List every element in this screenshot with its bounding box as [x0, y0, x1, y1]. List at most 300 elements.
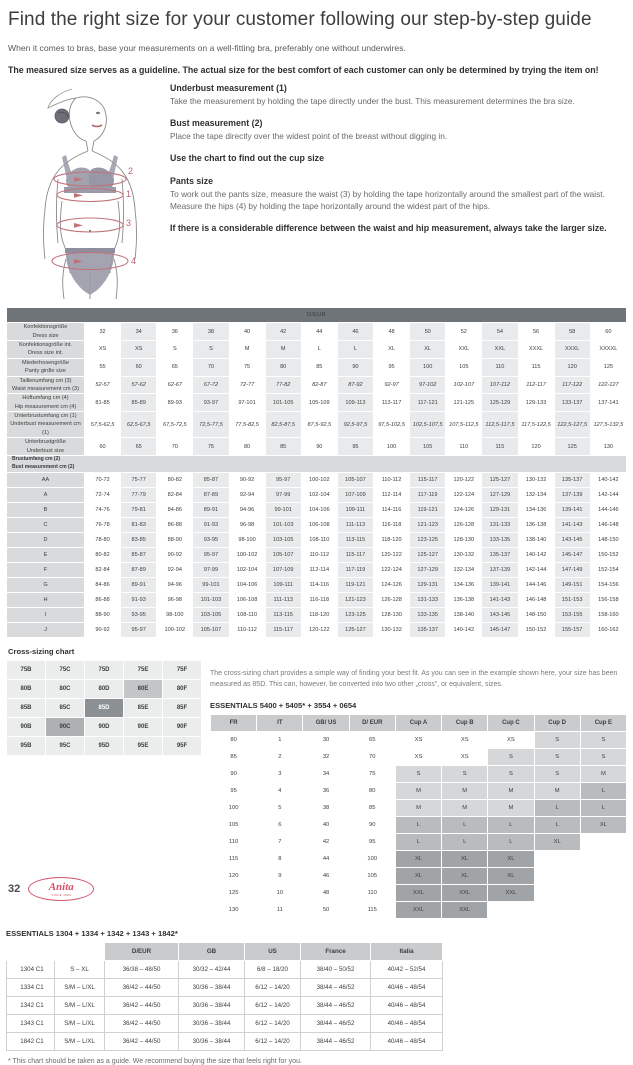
- table-cell: 112-114: [374, 488, 410, 503]
- cup-cell: L: [442, 816, 488, 833]
- cross-size-cell[interactable]: 90B: [7, 718, 46, 737]
- table-cell: 114-116: [374, 503, 410, 518]
- table-cell: 125-127: [482, 473, 518, 488]
- table-cell: 7: [257, 833, 303, 850]
- table-cell: 117-119: [410, 488, 446, 503]
- table-cell: 112-114: [301, 563, 337, 578]
- table-cell: S/M – L/XL: [55, 1032, 105, 1050]
- table-cell: 88-90: [157, 533, 193, 548]
- table-cell: 113-115: [265, 608, 301, 623]
- figure-label-2: 2: [128, 166, 134, 177]
- instruction-heading: Pants size: [170, 176, 214, 187]
- table-cell: 105-107: [193, 623, 229, 638]
- column-header: US: [245, 942, 301, 960]
- table-cell: L: [301, 340, 337, 358]
- table-cell: 115-117: [410, 473, 446, 488]
- cross-size-cell[interactable]: 75B: [7, 661, 46, 680]
- table-cell: 125: [554, 438, 590, 456]
- row-label-en: Dress size int.: [27, 350, 64, 357]
- row-label-de: Miederhosengröße: [22, 359, 69, 366]
- table-cell: 152-154: [590, 563, 626, 578]
- table-cell: 50: [303, 901, 349, 918]
- cross-size-cell[interactable]: 90F: [163, 718, 202, 737]
- table-cell: 134-136: [518, 503, 554, 518]
- table-cell: S: [157, 340, 193, 358]
- table-cell: 44: [301, 323, 337, 341]
- size-guide-page: [0, 9, 633, 1065]
- brand-name: Anita: [48, 880, 74, 893]
- table-cell: 150-152: [590, 548, 626, 563]
- table-cell: 99-101: [265, 503, 301, 518]
- table-cell: 143-145: [482, 608, 518, 623]
- cross-size-cell[interactable]: 75F: [163, 661, 202, 680]
- table-cell: 58: [554, 323, 590, 341]
- table-cell: 30/36 – 38/44: [179, 996, 245, 1014]
- table-cell: 120-122: [374, 548, 410, 563]
- table-cell: M: [265, 340, 301, 358]
- cup-cell: [580, 850, 626, 867]
- cup-cell: [580, 867, 626, 884]
- table-cell: 6/12 – 14/20: [245, 978, 301, 996]
- table-cell: 158-160: [590, 608, 626, 623]
- table-cell: 135-137: [410, 623, 446, 638]
- table-cell: 96-98: [229, 518, 265, 533]
- table-cell: 127,5-132,5: [590, 412, 626, 438]
- table-cell: 11: [257, 901, 303, 918]
- table-cell: 147-149: [554, 563, 590, 578]
- cross-size-cell[interactable]: 85D: [85, 699, 124, 718]
- table-cell: 93-95: [193, 533, 229, 548]
- instruction-waist-hip-note: [170, 223, 627, 233]
- table-cell: 107-112: [482, 376, 518, 394]
- table-cell: S/M – L/XL: [55, 996, 105, 1014]
- bust-title-en: Bust measurement cm (2): [12, 464, 75, 471]
- table-row: [7, 608, 627, 623]
- table-cell: 125: [590, 358, 626, 376]
- page-footer: [8, 877, 94, 901]
- table-cell: 117-122: [554, 376, 590, 394]
- table-cell: 120: [211, 867, 257, 884]
- table-cell: 30/32 – 42/44: [179, 960, 245, 978]
- table-cell: 110: [482, 358, 518, 376]
- table-cell: 146-148: [590, 518, 626, 533]
- table-cell: 85: [265, 438, 301, 456]
- table-cell: 89-91: [193, 503, 229, 518]
- cup-cell: XL: [488, 850, 534, 867]
- cross-size-cell[interactable]: 85C: [46, 699, 85, 718]
- table-cell: 122,5-127,5: [554, 412, 590, 438]
- table-cell: 112,5-117,5: [482, 412, 518, 438]
- cup-cell: XS: [442, 731, 488, 748]
- table-cell: 8: [257, 850, 303, 867]
- table-cell: 108-110: [301, 533, 337, 548]
- cup-cell: L: [442, 833, 488, 850]
- table-cell: 101-105: [265, 394, 301, 412]
- cross-size-row: [7, 661, 202, 680]
- table-cell: 140-142: [518, 548, 554, 563]
- cup-cell: XS: [395, 748, 441, 765]
- instructions-list: [170, 83, 633, 301]
- instruction-heading: Bust measurement (2): [170, 118, 263, 129]
- table-row: [7, 996, 443, 1014]
- table-cell: 124-126: [446, 503, 482, 518]
- spacer: [170, 165, 627, 176]
- cup-label: I: [7, 608, 85, 623]
- woman-figure-icon: [14, 83, 170, 301]
- table-cell: 102-104: [229, 563, 265, 578]
- cross-size-cell[interactable]: 75C: [46, 661, 85, 680]
- table-cell: 94-96: [157, 578, 193, 593]
- table-cell: 36: [303, 782, 349, 799]
- table-cell: 140-142: [590, 473, 626, 488]
- table-cell: 127-129: [410, 563, 446, 578]
- instruction-body: Take the measurement by holding the tape directly under the bust. This measurement determines the bra size.: [170, 96, 575, 107]
- table-cell: 144-146: [518, 578, 554, 593]
- table-cell: 118-120: [301, 608, 337, 623]
- table-cell: 42: [265, 323, 301, 341]
- main-size-table-wrapper: [6, 307, 627, 638]
- cup-label: H: [7, 593, 85, 608]
- table-cell: 3: [257, 765, 303, 782]
- table-cell: 104-106: [229, 578, 265, 593]
- cross-size-cell[interactable]: 80F: [163, 680, 202, 699]
- table-cell: 120: [554, 358, 590, 376]
- table-cell: 9: [257, 867, 303, 884]
- essentials-left-table: [6, 942, 443, 1051]
- cup-cell: L: [395, 816, 441, 833]
- anita-logo: [28, 877, 94, 901]
- cup-cell: S: [534, 731, 580, 748]
- table-cell: 1343 C1: [7, 1014, 55, 1032]
- cup-cell: XL: [395, 850, 441, 867]
- table-cell: 105: [410, 438, 446, 456]
- cup-cell: S: [488, 765, 534, 782]
- row-label-de: Konfektionsgröße int.: [19, 341, 72, 348]
- row-label-de: Unterbrustgröße: [25, 439, 66, 446]
- table-cell: 80-82: [85, 548, 121, 563]
- table-cell: 125: [211, 884, 257, 901]
- column-header: Cup D: [534, 714, 580, 731]
- table-cell: 92-97: [374, 376, 410, 394]
- table-cell: 149-151: [554, 578, 590, 593]
- cross-size-cell[interactable]: 85B: [7, 699, 46, 718]
- table-cell: 97-102: [410, 376, 446, 394]
- table-cell: 38/44 – 46/52: [301, 978, 371, 996]
- table-cell: 138-140: [518, 533, 554, 548]
- table-cell: 115: [211, 850, 257, 867]
- row-label: [7, 376, 85, 394]
- table-cell: 115: [518, 358, 554, 376]
- table-cell: 95: [349, 833, 395, 850]
- cross-sizing-title: Cross-sizing chart: [8, 647, 75, 657]
- table-cell: 148-150: [518, 608, 554, 623]
- table-cell: 1842 C1: [7, 1032, 55, 1050]
- table-cell: S/M – L/XL: [55, 978, 105, 996]
- table-cell: 1304 C1: [7, 960, 55, 978]
- table-cell: 95: [211, 782, 257, 799]
- table-cell: 40/46 – 48/54: [371, 1014, 443, 1032]
- table-row: [7, 503, 627, 518]
- cup-cell: [534, 884, 580, 901]
- bust-title-de: Brustumfang cm (2): [12, 456, 61, 463]
- table-row: [211, 833, 627, 850]
- table-row: [7, 376, 627, 394]
- table-cell: S/M – L/XL: [55, 1014, 105, 1032]
- cup-cell: XXL: [395, 884, 441, 901]
- table-header-row: [211, 714, 627, 731]
- table-cell: 134-136: [446, 578, 482, 593]
- cup-cell: XL: [580, 816, 626, 833]
- table-cell: 42: [303, 833, 349, 850]
- row-label-de: Hüftumfang cm (4): [22, 395, 69, 402]
- table-cell: 113-117: [374, 394, 410, 412]
- table-cell: 48: [303, 884, 349, 901]
- table-cell: 97,5-102,5: [374, 412, 410, 438]
- cup-cell: XS: [488, 731, 534, 748]
- row-label: [7, 340, 85, 358]
- table-cell: 89-93: [157, 394, 193, 412]
- column-header: Italia: [371, 942, 443, 960]
- cup-cell: M: [488, 782, 534, 799]
- table-cell: XXL: [446, 340, 482, 358]
- table-cell: 6/12 – 14/20: [245, 1032, 301, 1050]
- table-cell: 97-101: [229, 394, 265, 412]
- table-cell: 90-92: [229, 473, 265, 488]
- table-cell: 148-150: [590, 533, 626, 548]
- table-cell: 6/12 – 14/20: [245, 996, 301, 1014]
- cross-size-cell[interactable]: 80E: [124, 680, 163, 699]
- table-cell: 136-138: [518, 518, 554, 533]
- table-cell: 97-99: [265, 488, 301, 503]
- cross-size-cell[interactable]: 95E: [124, 737, 163, 756]
- row-label-en: Underbust measurement cm (1): [10, 421, 81, 436]
- column-header: FR: [211, 714, 257, 731]
- column-header: Cup C: [488, 714, 534, 731]
- table-cell: 108-110: [229, 608, 265, 623]
- table-cell: 38/44 – 46/52: [301, 996, 371, 1014]
- essentials-right-table: [210, 714, 627, 919]
- table-row: [7, 394, 627, 412]
- table-row: [211, 816, 627, 833]
- table-cell: 106-108: [229, 593, 265, 608]
- table-cell: 75-77: [121, 473, 157, 488]
- table-cell: 151-153: [554, 593, 590, 608]
- column-header: France: [301, 942, 371, 960]
- table-cell: S – XL: [55, 960, 105, 978]
- table-cell: 139-141: [482, 578, 518, 593]
- table-cell: 100-102: [229, 548, 265, 563]
- table-cell: 60: [85, 438, 121, 456]
- cross-size-cell[interactable]: 95B: [7, 737, 46, 756]
- table-cell: 90-92: [85, 623, 121, 638]
- table-cell: 97-99: [193, 563, 229, 578]
- cross-size-cell[interactable]: 90C: [46, 718, 85, 737]
- table-cell: 109-111: [265, 578, 301, 593]
- cross-sizing-row: [6, 660, 627, 919]
- table-cell: 113-115: [337, 533, 373, 548]
- row-label: [7, 412, 85, 438]
- row-label: [7, 358, 85, 376]
- instruction-cup-chart: [170, 153, 627, 163]
- table-cell: 86-88: [157, 518, 193, 533]
- table-cell: 40/42 – 52/54: [371, 960, 443, 978]
- table-cell: 120-122: [301, 623, 337, 638]
- instruction-heading: Use the chart to find out the cup size: [170, 153, 324, 164]
- table-cell: 85: [211, 748, 257, 765]
- table-cell: 105: [446, 358, 482, 376]
- cup-cell: XXL: [395, 901, 441, 918]
- table-row: [211, 884, 627, 901]
- cross-size-cell[interactable]: 80D: [85, 680, 124, 699]
- intro-text-bold: The measured size serves as a guideline. The actual size for the best comfort of each customer can only be determined by trying the item on!: [8, 65, 599, 76]
- row-label-de: Unterbrustumfang cm (1): [14, 413, 77, 420]
- table-cell: 126-128: [446, 518, 482, 533]
- table-cell: 80: [349, 782, 395, 799]
- table-cell: XS: [121, 340, 157, 358]
- column-header: [55, 942, 105, 960]
- row-label-de: Konfektionsgröße: [23, 324, 68, 331]
- table-cell: 125-129: [482, 394, 518, 412]
- essentials-footnote: * This chart should be taken as a guide. We recommend buying the size that feels right for you.: [8, 1057, 302, 1065]
- cup-label: D: [7, 533, 85, 548]
- table-cell: 67,5-72,5: [157, 412, 193, 438]
- table-cell: 10: [257, 884, 303, 901]
- cross-size-cell[interactable]: 80C: [46, 680, 85, 699]
- table-cell: 1342 C1: [7, 996, 55, 1014]
- row-label-en: Hip measurement cm (4): [14, 403, 77, 410]
- cross-size-cell[interactable]: 95F: [163, 737, 202, 756]
- table-cell: 122-127: [590, 376, 626, 394]
- table-cell: 78-80: [85, 533, 121, 548]
- table-cell: 130: [211, 901, 257, 918]
- table-cell: 100-102: [301, 473, 337, 488]
- table-cell: 107-109: [265, 563, 301, 578]
- table-cell: 142-144: [518, 563, 554, 578]
- table-cell: 121-123: [410, 518, 446, 533]
- table-cell: 129-131: [410, 578, 446, 593]
- table-cell: 84-86: [85, 578, 121, 593]
- cup-cell: L: [488, 816, 534, 833]
- table-cell: 38: [193, 323, 229, 341]
- table-cell: 125-127: [410, 548, 446, 563]
- table-cell: 80: [229, 438, 265, 456]
- column-header: GB/ US: [303, 714, 349, 731]
- table-row: [7, 473, 627, 488]
- figure-label-1: 1: [126, 189, 132, 200]
- table-cell: 111-113: [337, 518, 373, 533]
- table-cell: 81-83: [121, 518, 157, 533]
- table-cell: XXXL: [518, 340, 554, 358]
- table-cell: 128-130: [446, 533, 482, 548]
- table-cell: 88-90: [85, 608, 121, 623]
- table-cell: 6: [257, 816, 303, 833]
- table-cell: 106-108: [301, 518, 337, 533]
- cross-size-cell[interactable]: 95C: [46, 737, 85, 756]
- cup-cell: XXL: [442, 901, 488, 918]
- table-cell: 143-145: [554, 533, 590, 548]
- table-row: [7, 623, 627, 638]
- table-cell: XL: [374, 340, 410, 358]
- table-cell: 132-134: [518, 488, 554, 503]
- table-cell: 60: [121, 358, 157, 376]
- cross-size-cell[interactable]: 90E: [124, 718, 163, 737]
- cross-size-row: [7, 680, 202, 699]
- column-header: D/EUR: [105, 942, 179, 960]
- table-cell: 119-121: [337, 578, 373, 593]
- table-cell: 101-103: [265, 518, 301, 533]
- cup-cell: S: [442, 765, 488, 782]
- table-cell: 121-125: [446, 394, 482, 412]
- cross-size-cell[interactable]: 85F: [163, 699, 202, 718]
- page-title: Find the right size for your customer following our step-by-step guide: [8, 9, 592, 30]
- row-label-en: Waist measurement cm (3): [12, 385, 79, 392]
- table-cell: 82,5-87,5: [265, 412, 301, 438]
- cross-size-cell[interactable]: 95D: [85, 737, 124, 756]
- table-cell: 100: [211, 799, 257, 816]
- table-cell: 110: [211, 833, 257, 850]
- cross-sizing-grid: [6, 660, 202, 756]
- cross-size-cell[interactable]: 90D: [85, 718, 124, 737]
- table-cell: 93-97: [193, 394, 229, 412]
- table-cell: 57-62: [121, 376, 157, 394]
- table-cell: 95-97: [193, 548, 229, 563]
- cross-size-cell[interactable]: 75D: [85, 661, 124, 680]
- table-section-header: [7, 308, 627, 323]
- cross-size-cell[interactable]: 80B: [7, 680, 46, 699]
- cup-cell: M: [395, 782, 441, 799]
- table-cell: 77-79: [121, 488, 157, 503]
- cup-cell: [580, 884, 626, 901]
- table-cell: L: [337, 340, 373, 358]
- table-cell: 72,5-77,5: [193, 412, 229, 438]
- table-cell: 110-112: [301, 548, 337, 563]
- table-cell: 100: [349, 850, 395, 867]
- table-cell: 92,5-97,5: [337, 412, 373, 438]
- table-cell: 131-133: [482, 518, 518, 533]
- cross-size-cell[interactable]: 85E: [124, 699, 163, 718]
- table-cell: XS: [85, 340, 121, 358]
- table-cell: 109-111: [337, 503, 373, 518]
- cross-size-cell[interactable]: 75E: [124, 661, 163, 680]
- table-cell: 102-107: [446, 376, 482, 394]
- table-row: [7, 1032, 443, 1050]
- main-size-table: [6, 307, 627, 638]
- table-cell: 137-139: [482, 563, 518, 578]
- table-cell: 112-117: [518, 376, 554, 394]
- table-cell: XXXXL: [590, 340, 626, 358]
- table-cell: 136-138: [446, 593, 482, 608]
- table-cell: 80: [211, 731, 257, 748]
- table-cell: 103-105: [193, 608, 229, 623]
- table-cell: 116-118: [374, 518, 410, 533]
- table-cell: 48: [374, 323, 410, 341]
- table-cell: 133-135: [410, 608, 446, 623]
- row-label-de: Taillenumfang cm (3): [19, 377, 72, 384]
- table-row: [7, 488, 627, 503]
- table-cell: 140-142: [446, 623, 482, 638]
- table-cell: 142-144: [590, 488, 626, 503]
- table-cell: 129-131: [482, 503, 518, 518]
- table-cell: 115-117: [265, 623, 301, 638]
- table-cell: 40/46 – 48/54: [371, 1032, 443, 1050]
- table-cell: 50: [410, 323, 446, 341]
- instruction-body: Place the tape directly over the widest point of the breast without digging in.: [170, 131, 448, 142]
- body-illustration: [0, 83, 170, 301]
- table-cell: 119-121: [410, 503, 446, 518]
- figure-label-4: 4: [131, 256, 137, 267]
- table-cell: 92-94: [229, 488, 265, 503]
- cup-cell: L: [395, 833, 441, 850]
